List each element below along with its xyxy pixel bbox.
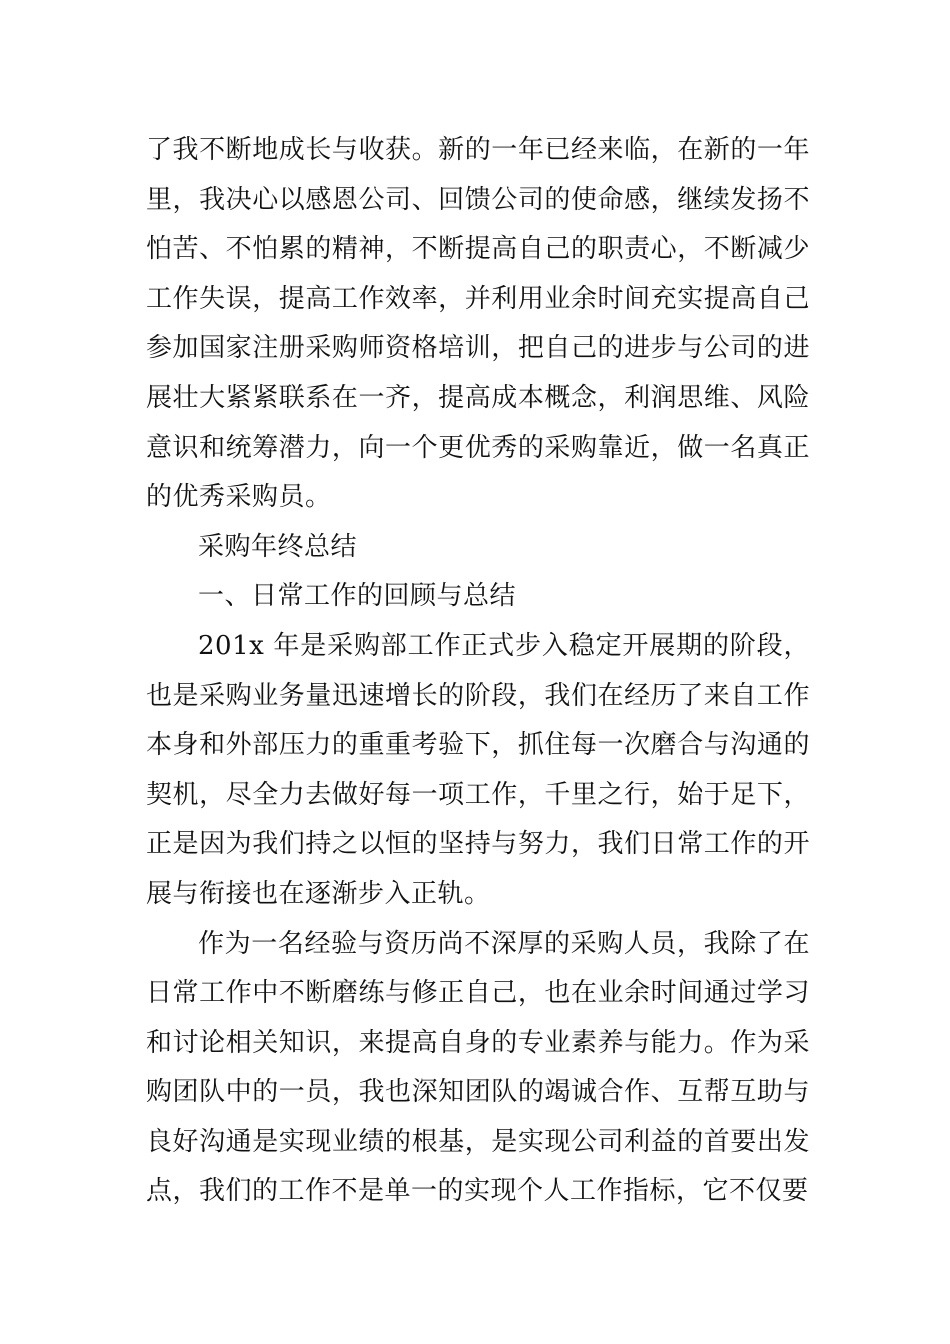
- section-title: 采购年终总结: [198, 531, 358, 562]
- section-heading: 一、日常工作的回顾与总结: [198, 581, 517, 612]
- paragraph-self-improvement: 作为一名经验与资历尚不深厚的采购人员，我除了在日常工作中不断磨练与修正自己，也在业余时间通过学习和讨论相关知识，来提高自身的专业素养与能力。作为采购团队中的一员，我也深知团队的竭诚合作、互帮互助与良好沟通是实现业绩的根基，是实现公司利益的首要出发点，我们的工作不是单一的实现个人工作指标，它不仅要: [146, 928, 810, 1207]
- paragraph-continuation: 了我不断地成长与收获。新的一年已经来临，在新的一年里，我决心以感恩公司、回馈公司的使命感，继续发扬不怕苦、不怕累的精神，不断提高自己的职责心，不断减少工作失误，提高工作效率，并利用业余时间充实提高自己参加国家注册采购师资格培训，把自己的进步与公司的进展壮大紧紧联系在一齐，提高成本概念，利润思维、风险意识和统筹潜力，向一个更优秀的采购靠近，做一名真正的优秀采购员。: [146, 135, 810, 513]
- paragraph-work-review: 201x 年是采购部工作正式步入稳定开展期的阶段，也是采购业务量迅速增长的阶段，我们在经历了来自工作本身和外部压力的重重考验下，抓住每一次磨合与沟通的契机，尽全力去做好每一项工作，千里之行，始于足下，正是因为我们持之以恒的坚持与努力，我们日常工作的开展与衔接也在逐渐步入正轨。: [146, 630, 810, 909]
- document-body: [146, 126, 810, 1217]
